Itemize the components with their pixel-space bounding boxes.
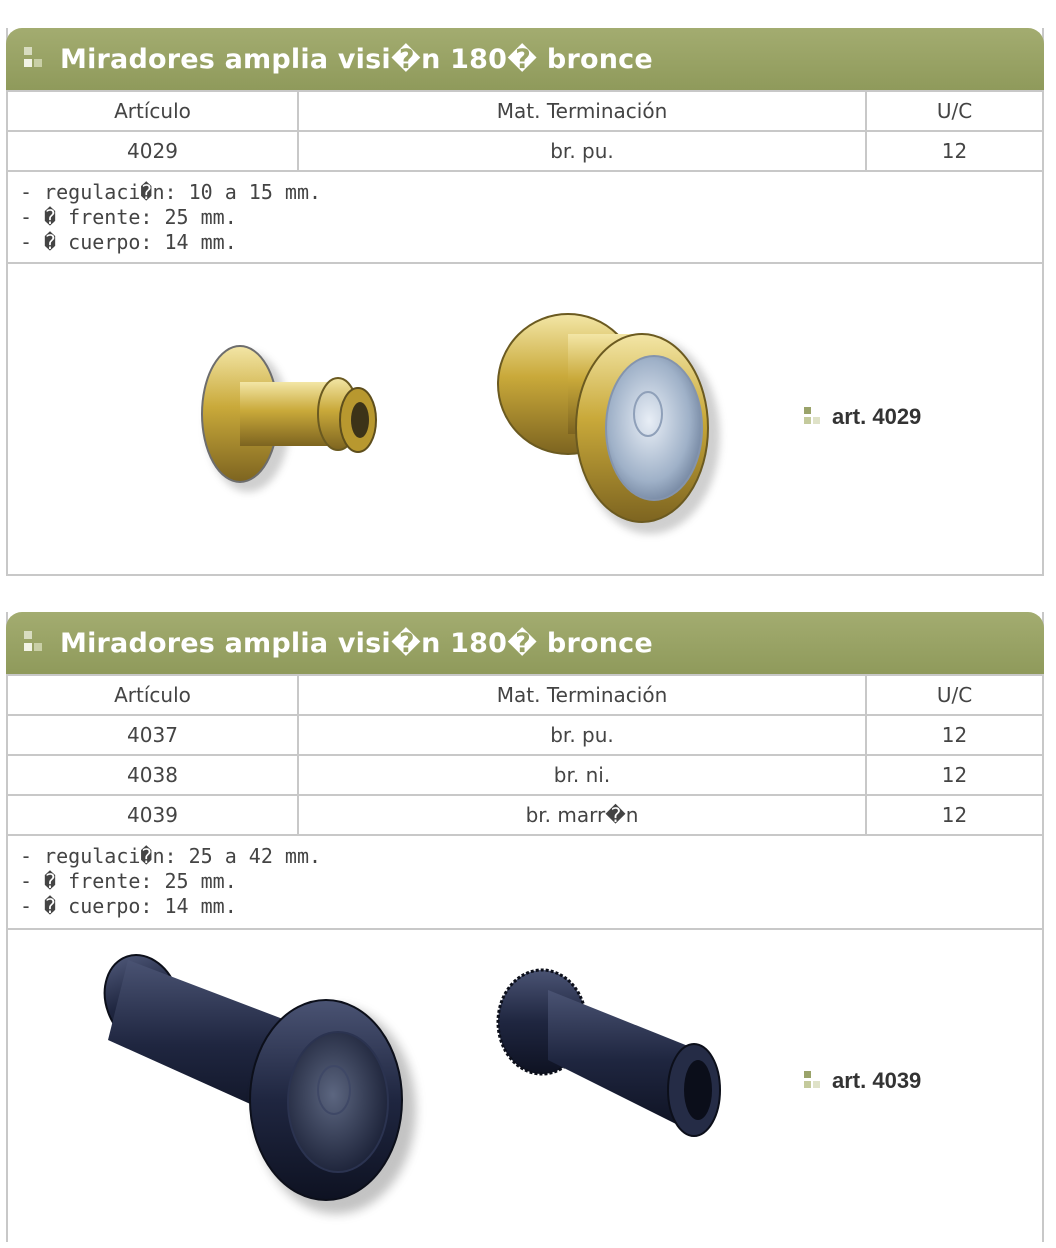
cell-articulo: 4038 <box>8 755 298 795</box>
table-header-row <box>8 675 1042 715</box>
peephole-small-image <box>202 346 376 492</box>
col-header-articulo: Artículo <box>8 675 298 715</box>
spec-line: - � cuerpo: 14 mm. <box>20 894 237 918</box>
col-header-terminacion: Mat. Terminación <box>298 675 866 715</box>
cell-uc: 12 <box>866 795 1042 835</box>
table-row <box>8 131 1042 171</box>
table-row <box>8 795 1042 835</box>
cell-terminacion: br. marr�n <box>298 795 866 835</box>
squares-icon <box>24 47 44 71</box>
table-row <box>8 755 1042 795</box>
spec-line: - � cuerpo: 14 mm. <box>20 230 237 254</box>
squares-icon <box>804 1071 822 1091</box>
product-table <box>8 674 1042 836</box>
cell-terminacion: br. ni. <box>298 755 866 795</box>
card-header <box>6 28 1044 90</box>
cell-terminacion: br. pu. <box>298 131 866 171</box>
peephole-dark-small-image <box>498 970 720 1136</box>
spec-line: - regulaci�n: 25 a 42 mm. <box>20 844 322 868</box>
product-card-1 <box>6 28 1044 576</box>
col-header-uc: U/C <box>866 91 1042 131</box>
col-header-terminacion: Mat. Terminación <box>298 91 866 131</box>
spec-line: - regulaci�n: 10 a 15 mm. <box>20 180 322 204</box>
card-title: Miradores amplia visi�n 180� bronce <box>60 627 653 659</box>
col-header-uc: U/C <box>866 675 1042 715</box>
peephole-large-image <box>498 314 720 534</box>
col-header-articulo: Artículo <box>8 91 298 131</box>
table-header-row <box>8 91 1042 131</box>
table-row <box>8 715 1042 755</box>
cell-articulo: 4037 <box>8 715 298 755</box>
cell-terminacion: br. pu. <box>298 715 866 755</box>
cell-uc: 12 <box>866 131 1042 171</box>
article-label <box>804 1068 921 1094</box>
spec-line: - � frente: 25 mm. <box>20 869 237 893</box>
product-photo <box>8 264 1042 572</box>
product-table <box>8 90 1042 172</box>
cell-uc: 12 <box>866 755 1042 795</box>
specs-block <box>8 836 1042 930</box>
card-header <box>6 612 1044 674</box>
squares-icon <box>804 407 822 427</box>
spec-line: - � frente: 25 mm. <box>20 205 237 229</box>
cell-articulo: 4029 <box>8 131 298 171</box>
article-label-text: art. 4039 <box>832 1068 922 1093</box>
card-title: Miradores amplia visi�n 180� bronce <box>60 43 653 75</box>
article-label-text: art. 4029 <box>832 404 922 429</box>
cell-uc: 12 <box>866 715 1042 755</box>
specs-block <box>8 172 1042 264</box>
article-label <box>804 404 921 430</box>
cell-articulo: 4039 <box>8 795 298 835</box>
peephole-dark-large-image <box>92 944 416 1214</box>
squares-icon <box>24 631 44 655</box>
product-photo <box>8 930 1042 1240</box>
product-card-2 <box>6 612 1044 1242</box>
